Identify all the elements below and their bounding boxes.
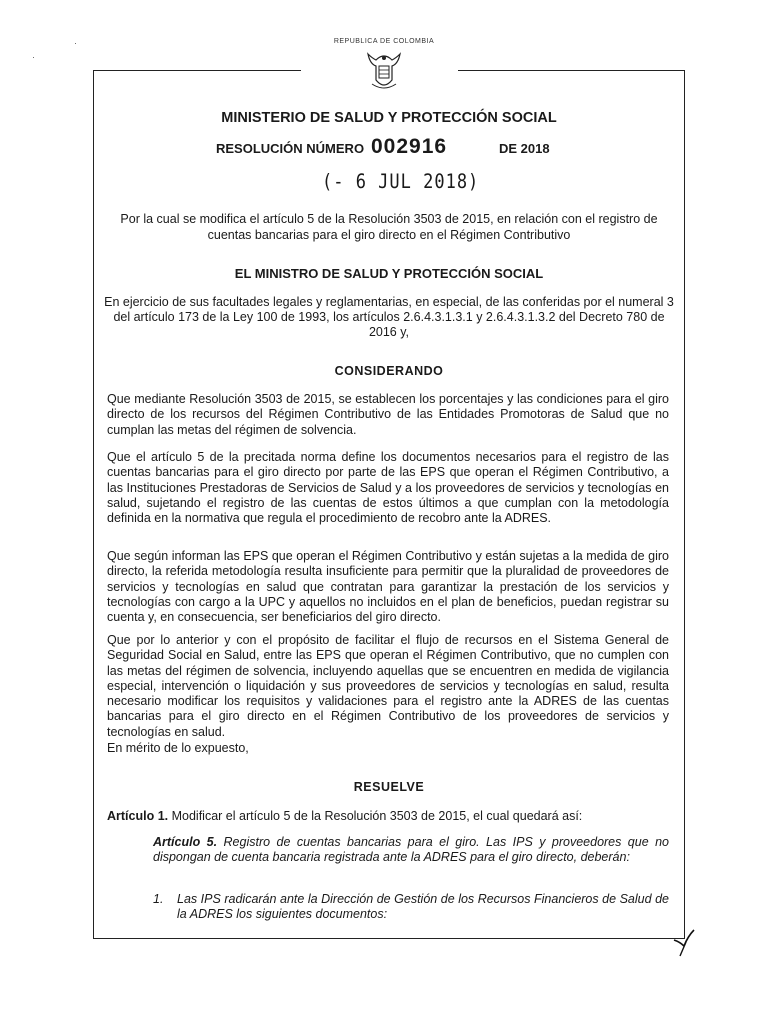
date-stamp: (- 6 JUL 2018) xyxy=(322,170,480,194)
article-5-item-1 xyxy=(153,892,669,922)
ministry-title: MINISTERIO DE SALUD Y PROTECCIÓN SOCIAL xyxy=(221,110,557,126)
article-1-text: Modificar el artículo 5 de la Resolución 3503 de 2015, el cual quedará así: xyxy=(171,809,583,823)
country-name: REPUBLICA DE COLOMBIA xyxy=(333,38,435,45)
article-5-label: Artículo 5. xyxy=(153,835,218,849)
item-text: Las IPS radicarán ante la Dirección de Gestión de los Recursos Financieros de Salud de la ADRES los siguientes documentos: xyxy=(177,892,669,921)
page-border-right xyxy=(684,70,685,938)
resolution-year: DE 2018 xyxy=(499,141,550,156)
item-number: 1. xyxy=(153,892,164,906)
considerando-paragraph: Que por lo anterior y con el propósito de facilitar el flujo de recursos en el Sistema General de Seguridad Social en Salud, entre las EPS que operan el Régimen Contributivo, que no cumplen con las metas del régimen de solvencia, incluyendo aquellas que se encuentren en medida de vigilancia especial, intervención o liquidación y sus proveedores de servicios y tecnologías en salud, resulta necesario modificar los requisitos y validaciones para el registro ante la ADRES de las cuentas bancarias para el giro directo en el Régimen Contributivo de los proveedores de servicios y tecnologías en salud. xyxy=(107,633,669,739)
handwritten-check-mark xyxy=(672,928,698,958)
resolution-label: RESOLUCIÓN NÚMERO xyxy=(216,141,365,156)
coat-of-arms-seal xyxy=(362,50,406,92)
considerando-closing: En mérito de lo expuesto, xyxy=(107,741,249,755)
authority-title: EL MINISTRO DE SALUD Y PROTECCIÓN SOCIAL xyxy=(234,266,544,281)
resolution-subject: Por la cual se modifica el artículo 5 de la Resolución 3503 de 2015, en relación con el registro de cuentas bancarias para el giro directo en el Régimen Contributivo xyxy=(120,212,658,242)
scan-speck: · xyxy=(32,52,35,62)
article-1 xyxy=(107,809,669,823)
considerando-heading: CONSIDERANDO xyxy=(334,364,444,378)
resolution-number: 002916 xyxy=(371,135,448,158)
considerando-paragraph: Que mediante Resolución 3503 de 2015, se establecen los porcentajes y las condiciones para el giro directo de los recursos del Régimen Contributivo de las Entidades Promotoras de Salud que no cumplan las metas del régimen de solvencia. xyxy=(107,392,669,437)
article-5 xyxy=(153,835,669,865)
resuelve-heading: RESUELVE xyxy=(353,780,425,794)
page-border-top-left xyxy=(93,70,301,71)
considerando-paragraph: Que el artículo 5 de la precitada norma define los documentos necesarios para el registro de las cuentas bancarias para el giro directo por parte de las EPS que operan el Régimen Contributivo, a las Instituciones Prestadoras de Servicios de Salud y a los proveedores de servicios y tecnologías en salud, sujetando el registro de las cuentas de estos últimos a que cumplan con la metodología definida en la normativa que regula el procedimiento de recobro ante la ADRES. xyxy=(107,450,669,526)
page-border-left xyxy=(93,70,94,938)
page-border-bottom xyxy=(93,938,685,939)
page-border-top-right xyxy=(458,70,684,71)
article-1-label: Artículo 1. xyxy=(107,809,169,823)
article-5-text: Registro de cuentas bancarias para el giro. Las IPS y proveedores que no dispongan de cuenta bancaria registrada ante la ADRES para el giro directo, deberán: xyxy=(153,835,670,864)
powers-statement: En ejercicio de sus facultades legales y reglamentarias, en especial, de las conferidas por el numeral 3 del artículo 173 de la Ley 100 de 1993, los artículos 2.6.4.3.1.3.1 y 2.6.4.3.1.3.2 del Decreto 780 de 2016 y, xyxy=(104,295,674,339)
scan-speck: · xyxy=(74,38,77,48)
considerando-paragraph: Que según informan las EPS que operan el Régimen Contributivo y están sujetas a la medida de giro directo, la referida metodología resulta insuficiente para permitir que la pluralidad de proveedores de servicios y tecnologías en salud que contratan para garantizar la prestación de los servicios y tecnologías con cargo a la UPC y aquellos no incluidos en el plan de beneficios, puedan registrar su cuenta y, en consecuencia, ser beneficiarios del giro directo. xyxy=(107,549,669,625)
